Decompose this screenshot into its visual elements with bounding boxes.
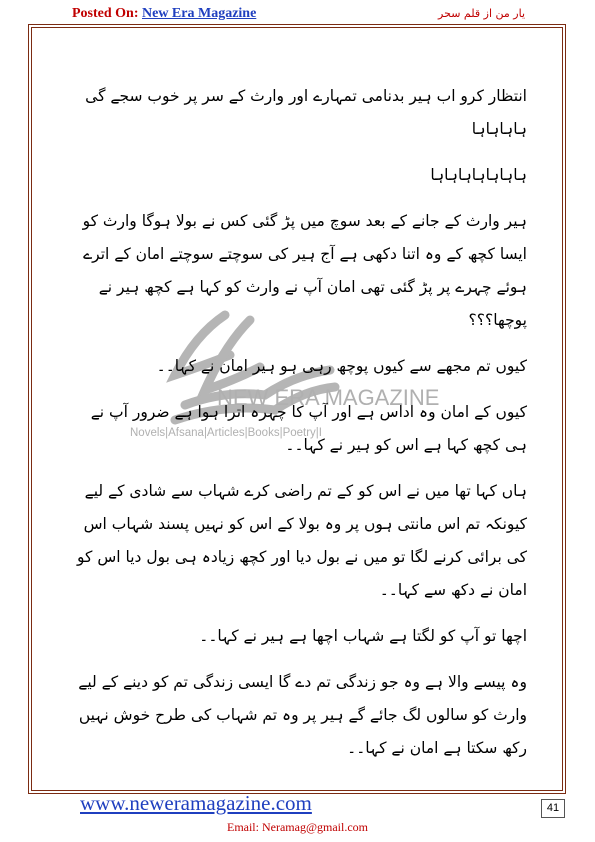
story-paragraph: ہیر وارث کے جانے کے بعد سوچ میں پڑ گئی کس نے بولا ہوگا وارث کو ایسا کچھ کے وہ اتنا دکھی ہے آج ہیر کی سوچتے سوچتے امان کے اترے ہوئے چہرے پر پڑ گئی تھی امان آپ نے وارث کو کہا ہے کچھ ہیر نے پوچھا؟؟؟ — [82, 212, 527, 329]
website-link[interactable]: www.neweramagazine.com — [80, 791, 312, 815]
story-paragraph: ہاں کہا تھا میں نے اس کو کے تم راضی کرے شہاب سے شادی کے لیے کیونکہ تم اس مانتی ہوں پر وہ بولا کے اس کو نہیں پسند شہاب اس کی برائی کرنے لگا تو میں نے بول دیا اور کچھ زیادہ ہی بول دیا اس کو امان نے دکھ سے کہا۔۔ — [77, 482, 527, 599]
watermark-title: NEW ERA MAGAZINE — [217, 385, 440, 410]
story-paragraph: ہاہاہاہاہاہاہا — [430, 166, 527, 184]
watermark-subtitle: Novels|Afsana|Articles|Books|Poetry|I — [130, 427, 322, 439]
magazine-link[interactable]: New Era Magazine — [142, 6, 257, 21]
story-paragraph: کیوں تم مجھے سے کیوں پوچھ رہی ہو ہیر امان نے کہا۔۔ — [156, 357, 527, 375]
story-paragraph: انتظار کرو اب ہیر بدنامی تمہارے اور وارث کے سر پر خوب سجے گی ہاہاہاہا — [85, 87, 527, 138]
story-text — [70, 80, 527, 778]
story-paragraph: وہ پیسے والا ہے وہ جو زندگی تم دے گا ایسی زندگی تم کو دینے کے لیے وارث کو سالوں لگ جائے گے ہیر پر وہ تم شہاب کی طرح خوش نہیں رکھ سکتا ہے امان نے کہا۔۔ — [78, 673, 527, 757]
author-credit: یار من از قلم سحر — [438, 7, 525, 20]
story-paragraph: کیوں کے امان وہ اداس ہے اور آپ کا چہرہ اترا ہوا ہے ضرور آپ نے ہی کچھ کہا ہے اس کو ہیر نے کہا۔۔ — [90, 403, 527, 454]
story-paragraph: اچھا تو آپ کو لگتا ہے شہاب اچھا ہے ہیر نے کہا۔۔ — [199, 627, 527, 645]
posted-on-line — [72, 6, 256, 22]
posted-label: Posted On: — [72, 6, 142, 21]
contact-email: Email: Neramag@gmail.com — [226, 820, 368, 834]
page-header — [0, 6, 595, 24]
page-number: 41 — [541, 799, 565, 818]
